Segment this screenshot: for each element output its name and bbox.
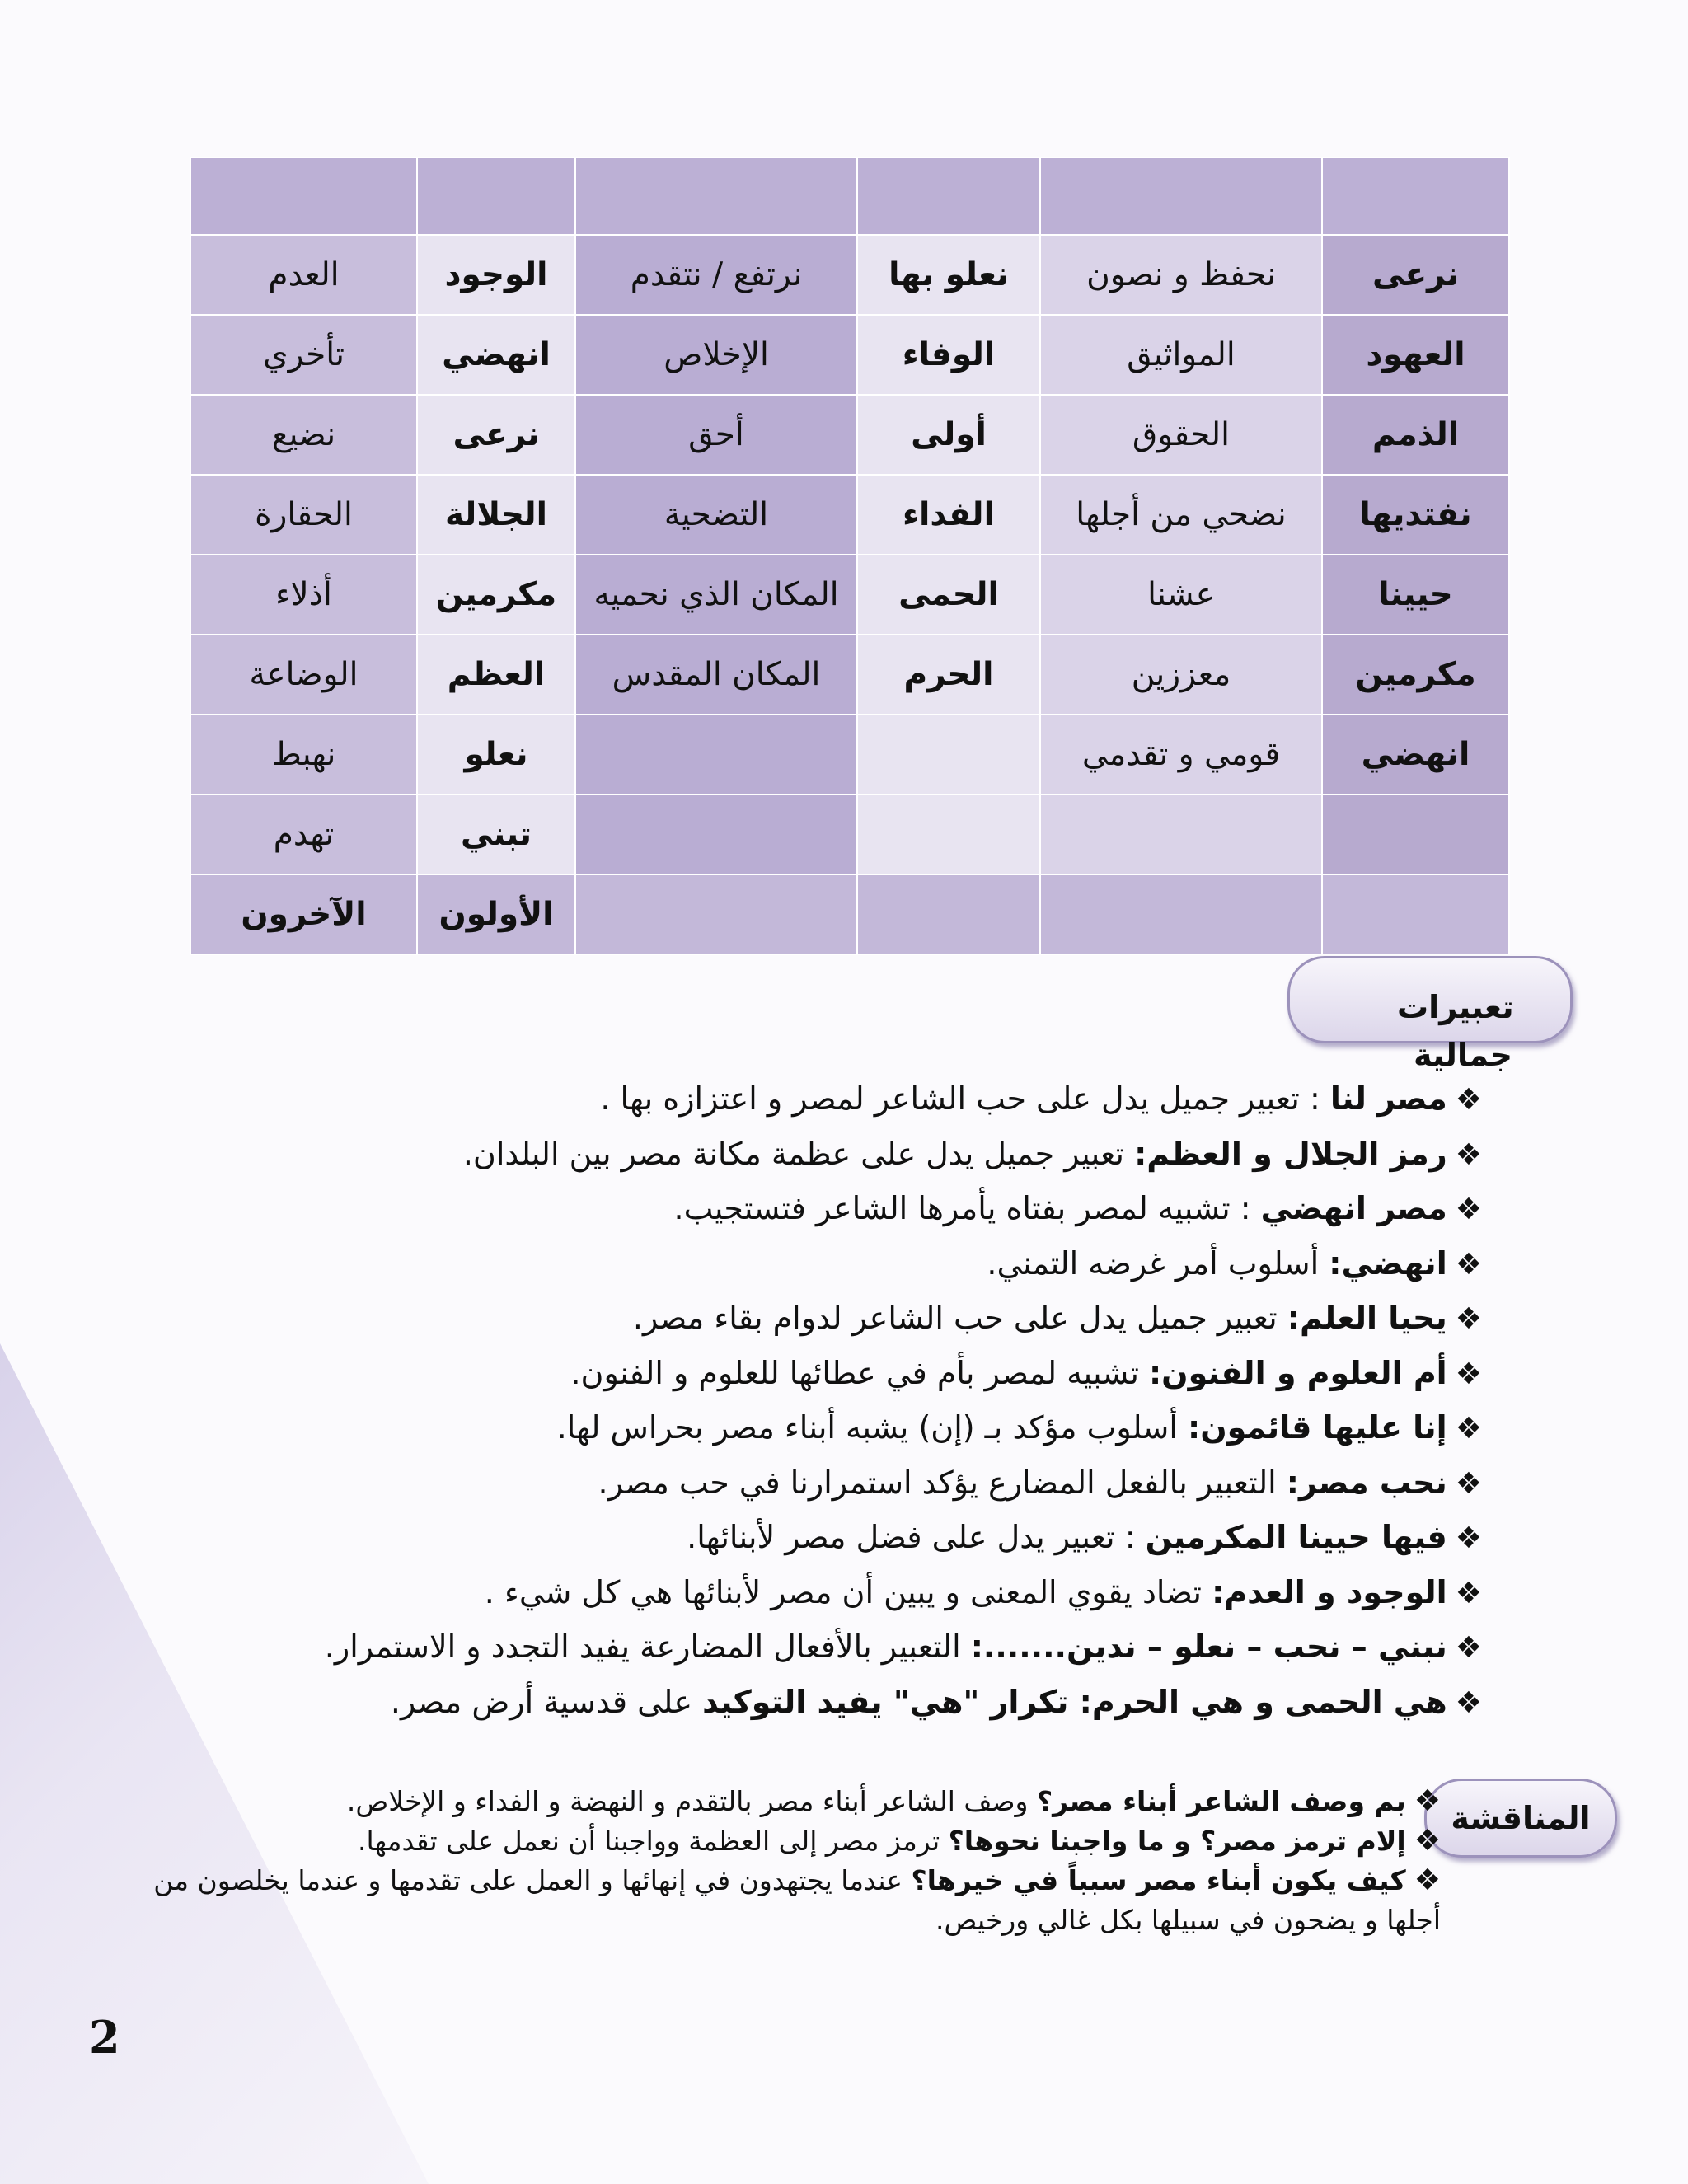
table-cell bbox=[857, 874, 1040, 954]
table-cell: الجلالة bbox=[417, 475, 575, 555]
discussion-question: كيف يكون أبناء مصر سبباً في خيرها؟ bbox=[911, 1864, 1406, 1896]
table-cell: نضحي من أجلها bbox=[1040, 475, 1322, 555]
expression-term: يحيا العلم: bbox=[1287, 1300, 1447, 1336]
expression-term: مصر لنا bbox=[1329, 1080, 1447, 1117]
expression-term: رمز الجلال و العظم: bbox=[1134, 1135, 1447, 1172]
table-cell bbox=[575, 874, 857, 954]
discussion-item bbox=[122, 1861, 1441, 1940]
table-row bbox=[190, 715, 1509, 794]
expression-term: هي الحمى و هي الحرم: تكرار "هي" يفيد التوكيد bbox=[702, 1683, 1447, 1720]
table-cell: تأخري bbox=[190, 315, 417, 395]
table-cell: انهضي bbox=[1322, 715, 1509, 794]
expressions-list bbox=[163, 1071, 1482, 1729]
expression-item bbox=[163, 1236, 1482, 1291]
table-cell: العدم bbox=[190, 235, 417, 315]
table-cell bbox=[575, 157, 857, 235]
table-row bbox=[190, 315, 1509, 395]
table-cell: الحقوق bbox=[1040, 395, 1322, 475]
table-cell: نهبط bbox=[190, 715, 417, 794]
table-cell: نعلو bbox=[417, 715, 575, 794]
diamond-bullet-icon: ❖ bbox=[1455, 1685, 1482, 1720]
diamond-bullet-icon: ❖ bbox=[1455, 1302, 1482, 1336]
discussion-question: إلام ترمز مصر؟ و ما واجبنا نحوها؟ bbox=[948, 1825, 1406, 1857]
expression-term: أم العلوم و الفنون: bbox=[1148, 1354, 1447, 1391]
diamond-bullet-icon: ❖ bbox=[1414, 1784, 1441, 1818]
table-row bbox=[190, 157, 1509, 235]
discussion-question: بم وصف الشاعر أبناء مصر؟ bbox=[1036, 1785, 1406, 1817]
discussion-answer: وصف الشاعر أبناء مصر بالتقدم و النهضة و الفداء و الإخلاص. bbox=[346, 1785, 1037, 1817]
discussion-item bbox=[122, 1782, 1441, 1821]
table-cell: تبني bbox=[417, 794, 575, 874]
table-cell: تهدم bbox=[190, 794, 417, 874]
diamond-bullet-icon: ❖ bbox=[1414, 1824, 1441, 1858]
expression-item bbox=[163, 1181, 1482, 1236]
diamond-bullet-icon: ❖ bbox=[1455, 1412, 1482, 1446]
table-cell: التضحية bbox=[575, 475, 857, 555]
diamond-bullet-icon: ❖ bbox=[1455, 1193, 1482, 1226]
table-cell: الفداء bbox=[857, 475, 1040, 555]
expression-text: : تعبير يدل على فضل مصر لأبنائها. bbox=[687, 1519, 1146, 1555]
expression-term: انهضي: bbox=[1329, 1244, 1447, 1282]
diamond-bullet-icon: ❖ bbox=[1414, 1863, 1441, 1897]
table-cell: المكان المقدس bbox=[575, 635, 857, 715]
table-cell bbox=[1322, 874, 1509, 954]
table-row bbox=[190, 555, 1509, 635]
table-cell: العظم bbox=[417, 635, 575, 715]
expression-term: نبني – نحب – نعلو – ندين.......: bbox=[970, 1629, 1447, 1665]
expression-item bbox=[163, 1455, 1482, 1511]
table-cell: الحقارة bbox=[190, 475, 417, 555]
table-cell: مكرمين bbox=[1322, 635, 1509, 715]
table-cell: نرعى bbox=[417, 395, 575, 475]
table-cell: عشنا bbox=[1040, 555, 1322, 635]
table-cell bbox=[857, 157, 1040, 235]
vocabulary-table bbox=[190, 157, 1510, 955]
expression-text: أسلوب مؤكد بـ (إن) يشبه أبناء مصر بحراس لها. bbox=[556, 1409, 1188, 1446]
table-row bbox=[190, 395, 1509, 475]
table-cell: حيينا bbox=[1322, 555, 1509, 635]
table-row bbox=[190, 874, 1509, 954]
expression-text: على قدسية أرض مصر. bbox=[390, 1683, 703, 1720]
expression-item bbox=[163, 1619, 1482, 1675]
table-cell bbox=[1322, 794, 1509, 874]
expression-term: إنا عليها قائمون: bbox=[1188, 1409, 1447, 1446]
expression-text: التعبير بالفعل المضارع يؤكد استمرارنا في حب مصر. bbox=[598, 1464, 1287, 1501]
table-cell: أذلاء bbox=[190, 555, 417, 635]
table-cell: أولى bbox=[857, 395, 1040, 475]
table-cell: نعلو بها bbox=[857, 235, 1040, 315]
expressions-title: تعبيرات جمالية bbox=[1397, 989, 1514, 1073]
diamond-bullet-icon: ❖ bbox=[1455, 1466, 1482, 1501]
table-row bbox=[190, 794, 1509, 874]
table-cell: نحفظ و نصون bbox=[1040, 235, 1322, 315]
expression-text: أسلوب أمر غرضه التمني. bbox=[987, 1244, 1329, 1282]
table-cell: نرتفع / نتقدم bbox=[575, 235, 857, 315]
table-cell bbox=[1040, 157, 1322, 235]
table-cell: الذمم bbox=[1322, 395, 1509, 475]
expression-item bbox=[163, 1127, 1482, 1182]
expression-text: التعبير بالأفعال المضارعة يفيد التجدد و الاستمرار. bbox=[324, 1629, 971, 1665]
table-cell: نفتديها bbox=[1322, 475, 1509, 555]
expression-term: نحب مصر: bbox=[1286, 1464, 1447, 1501]
discussion-answer: عندما يجتهدون في إنهائها و العمل على تقدمها و عندما يخلصون من أجلها و يضحون في سبيلها بكل غالي ورخيص. bbox=[153, 1864, 1441, 1936]
table-cell: الوجود bbox=[417, 235, 575, 315]
table-cell bbox=[857, 794, 1040, 874]
expression-text: تعبير جميل يدل على عظمة مكانة مصر بين البلدان. bbox=[462, 1135, 1135, 1172]
diamond-bullet-icon: ❖ bbox=[1455, 1521, 1482, 1555]
table-cell: نضيع bbox=[190, 395, 417, 475]
expression-item bbox=[163, 1675, 1482, 1730]
table-cell: الوفاء bbox=[857, 315, 1040, 395]
expression-item bbox=[163, 1400, 1482, 1455]
diamond-bullet-icon: ❖ bbox=[1455, 1576, 1482, 1610]
table-cell bbox=[1040, 794, 1322, 874]
table-row bbox=[190, 635, 1509, 715]
diamond-bullet-icon: ❖ bbox=[1455, 1357, 1482, 1391]
table-cell bbox=[857, 715, 1040, 794]
expression-text: تعبير جميل يدل على حب الشاعر لدوام بقاء مصر. bbox=[632, 1300, 1287, 1336]
diamond-bullet-icon: ❖ bbox=[1455, 1631, 1482, 1665]
table-cell: الحمى bbox=[857, 555, 1040, 635]
table-cell: الأولون bbox=[417, 874, 575, 954]
expression-item bbox=[163, 1346, 1482, 1401]
table-cell: المكان الذي نحميه bbox=[575, 555, 857, 635]
table-cell: العهود bbox=[1322, 315, 1509, 395]
discussion-title: المناقشة bbox=[1451, 1800, 1591, 1836]
expression-text: تضاد يقوي المعنى و يبين أن مصر لأبنائها هي كل شيء . bbox=[484, 1573, 1212, 1610]
table-cell: معززين bbox=[1040, 635, 1322, 715]
expression-item bbox=[163, 1510, 1482, 1565]
table-cell bbox=[575, 715, 857, 794]
table-cell: نرعى bbox=[1322, 235, 1509, 315]
table-cell bbox=[575, 794, 857, 874]
discussion-title-pill bbox=[1424, 1779, 1617, 1858]
table-cell bbox=[417, 157, 575, 235]
table-cell: مكرمين bbox=[417, 555, 575, 635]
expressions-title-pill bbox=[1287, 956, 1573, 1073]
expression-text: : تشبيه لمصر بفتاه يأمرها الشاعر فتستجيب. bbox=[673, 1190, 1261, 1226]
table-cell: المواثيق bbox=[1040, 315, 1322, 395]
diamond-bullet-icon: ❖ bbox=[1455, 1247, 1482, 1282]
page-number: 2 bbox=[89, 2011, 120, 2064]
table-cell: قومي و تقدمي bbox=[1040, 715, 1322, 794]
diamond-bullet-icon: ❖ bbox=[1455, 1137, 1482, 1172]
expression-item bbox=[163, 1071, 1482, 1127]
expression-term: الوجود و العدم: bbox=[1212, 1573, 1447, 1610]
table-cell: الوضاعة bbox=[190, 635, 417, 715]
table-cell: الإخلاص bbox=[575, 315, 857, 395]
table-cell bbox=[1040, 874, 1322, 954]
expression-item bbox=[163, 1291, 1482, 1346]
table-cell bbox=[1322, 157, 1509, 235]
table-cell: أحق bbox=[575, 395, 857, 475]
table-cell: الحرم bbox=[857, 635, 1040, 715]
diamond-bullet-icon: ❖ bbox=[1455, 1083, 1482, 1117]
discussion-list bbox=[122, 1782, 1441, 1940]
expression-text: : تعبير جميل يدل على حب الشاعر لمصر و اعتزازه بها . bbox=[600, 1080, 1330, 1117]
table-cell: الآخرون bbox=[190, 874, 417, 954]
table-cell: انهضي bbox=[417, 315, 575, 395]
table-row bbox=[190, 235, 1509, 315]
discussion-answer: ترمز مصر إلى العظمة وواجبنا أن نعمل على تقدمها. bbox=[358, 1825, 949, 1857]
discussion-item bbox=[122, 1821, 1441, 1861]
expression-term: مصر انهضي bbox=[1260, 1190, 1447, 1226]
expression-term: فيها حيينا المكرمين bbox=[1145, 1519, 1447, 1555]
expression-item bbox=[163, 1565, 1482, 1620]
expression-text: تشبيه لمصر بأم في عطائها للعلوم و الفنون. bbox=[570, 1354, 1149, 1391]
table-row bbox=[190, 475, 1509, 555]
table-cell bbox=[190, 157, 417, 235]
